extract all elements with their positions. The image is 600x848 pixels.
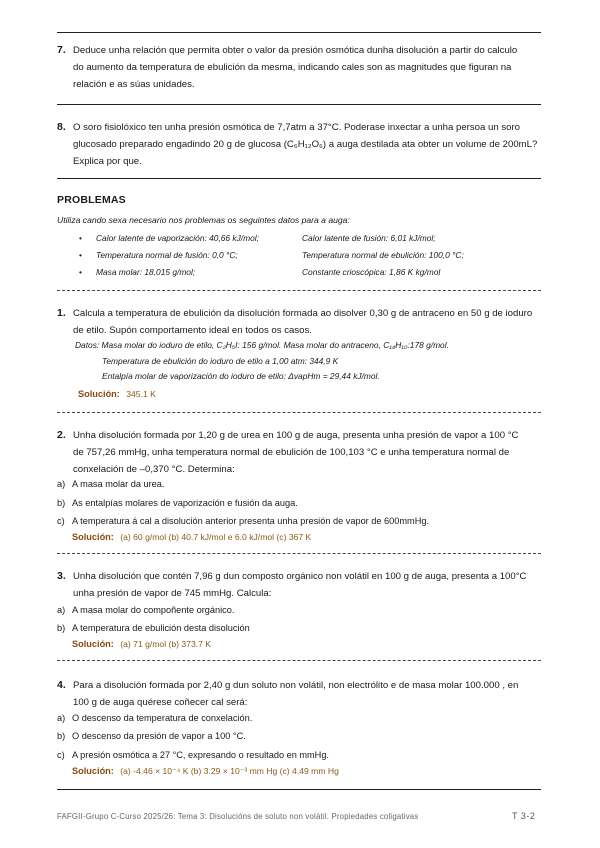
sub-question-label: a) — [57, 479, 66, 489]
water-data-row — [79, 233, 259, 243]
answer-line — [57, 178, 541, 179]
sub-question-label: a) — [57, 713, 66, 723]
separator-line — [57, 789, 541, 790]
sub-question — [57, 514, 543, 528]
solution-label: Solución: — [72, 639, 114, 649]
sub-question-text: A presión osmótica a 27 °C, expresando o resultado en mmHg. — [72, 750, 329, 760]
water-data-right: Constante crioscópica: 1,86 K kg/mol — [302, 267, 441, 277]
sub-question-label: c) — [57, 516, 65, 526]
sub-question — [57, 496, 543, 510]
problem-text-line: Calcula a temperatura de ebulición da disolución formada ao disolver 0,30 g de antraceno en 50 g de ioduro — [73, 308, 533, 319]
sub-question-text: O descenso da temperatura de conxelación. — [72, 713, 253, 723]
question-text-line: Explica por que. — [73, 156, 142, 167]
problem-number: 4. — [57, 679, 66, 691]
question-text-line: glucosado preparado engadindo 20 g de glucosa (C₆H₁₂O₆) a auga destilada ata obter un volume de 200mL? — [73, 139, 538, 150]
sub-question-text: A temperatura á cal a disolución anterior presenta unha presión de vapor de 600mmHg. — [72, 516, 429, 526]
bullet-icon: • — [79, 267, 82, 277]
problem-text-line: conxelación de –0,370 °C. Determina: — [73, 464, 235, 475]
separator-line — [57, 553, 541, 554]
question-text-line: do aumento da temperatura de ebulición da mesma, indicando cales son as magnitudes que figuran na — [73, 62, 512, 73]
sub-question — [57, 748, 543, 762]
problem-2 — [57, 427, 543, 478]
solution — [72, 766, 339, 777]
sub-question — [57, 729, 543, 743]
question-text-line: Deduce unha relación que permita obter o valor da presión osmótica dunha disolución a partir do calculo — [73, 45, 518, 56]
sub-question-text: A masa molar do compoñente orgánico. — [72, 605, 235, 615]
page-number: T 3-2 — [512, 811, 536, 821]
problem-text-line: 100 g de auga quérese coñecer cal será: — [73, 697, 248, 708]
sub-question-label: b) — [57, 498, 66, 508]
bullet-icon: • — [79, 250, 82, 260]
problem-number: 3. — [57, 570, 66, 582]
sub-question — [57, 603, 543, 617]
problem-text-line: Unha disolución formada por 1,20 g de urea en 100 g de auga, presenta unha presión de vapor a 100 °C — [73, 430, 519, 441]
problem-text-line: de 757,26 mmHg, unha temperatura normal de ebulición de 100,103 °C e unha temperatura normal de — [73, 447, 510, 458]
solution — [72, 532, 311, 542]
solution-value: (a) 60 g/mol (b) 40.7 kJ/mol e 6.0 kJ/mol (c) 367 K — [120, 532, 312, 542]
solution — [78, 389, 156, 399]
answer-line — [57, 32, 541, 33]
sub-question — [57, 621, 543, 635]
question-7 — [57, 42, 543, 93]
problem-data-line: Entalpía molar de vaporización do ioduro de etilo: ΔvapHm = 29,44 kJ/mol. — [102, 371, 380, 381]
problem-number: 2. — [57, 429, 66, 441]
water-data-left: Temperatura normal de fusión: 0,0 °C; — [96, 250, 238, 260]
problem-text-line: unha presión de vapor de 745 mmHg. Calcula: — [73, 588, 272, 599]
sub-question-text: As entalpías molares de vaporización e fusión da auga. — [72, 498, 298, 508]
water-data-left: Calor latente de vaporización: 40,66 kJ/mol; — [96, 233, 259, 243]
page-footer: FAFGII-Grupo C-Curso 2025/26: Tema 3: Disolucións de soluto non volátil. Propiedades coligativas — [57, 812, 419, 821]
problem-data-line: Datos: Masa molar do ioduro de etilo, C₂H₅I: 156 g/mol. Masa molar do antraceno, C₁₄H₁₀:178 g/mol. — [75, 340, 449, 350]
water-data-row — [79, 267, 196, 277]
sub-question-text: O descenso da presión de vapor a 100 °C. — [72, 731, 246, 741]
sub-question-text: A masa molar da urea. — [72, 479, 165, 489]
sub-question — [57, 477, 543, 491]
question-number: 8. — [57, 121, 66, 133]
problem-text-line: Unha disolución que contén 7,96 g dun composto orgánico non volátil en 100 g de auga, presenta a 100°C — [73, 571, 527, 582]
problem-text-line: Para a disolución formada por 2,40 g dun soluto non volátil, non electrólito e de masa molar 100.000 , en — [73, 680, 519, 691]
sub-question-label: b) — [57, 731, 66, 741]
answer-line — [57, 104, 541, 105]
water-data-row — [79, 250, 238, 260]
sub-question-label: b) — [57, 623, 66, 633]
question-text-line: relación e as súas unidades. — [73, 79, 195, 90]
bullet-icon: • — [79, 233, 82, 243]
sub-question-text: A temperatura de ebulición desta disolución — [72, 623, 250, 633]
sub-question-label: c) — [57, 750, 65, 760]
problem-4 — [57, 677, 543, 711]
solution-label: Solución: — [72, 532, 114, 542]
sub-question — [57, 711, 543, 725]
problem-data-line: Temperatura de ebulición do ioduro de etilo a 1,00 atm: 344,9 K — [102, 356, 339, 366]
section-intro: Utiliza cando sexa necesario nos problemas os seguintes datos para a auga: — [57, 215, 350, 225]
problem-text-line: de etilo. Supón comportamento ideal en todos os casos. — [73, 325, 312, 336]
problem-number: 1. — [57, 307, 66, 319]
water-data-right: Calor latente de fusión: 6,01 kJ/mol; — [302, 233, 436, 243]
solution-label: Solución: — [72, 766, 114, 776]
sub-question-label: a) — [57, 605, 66, 615]
problem-3 — [57, 568, 543, 602]
solution-value: (a) -4.46 × 10⁻⁴ K (b) 3.29 × 10⁻³ mm Hg (c) 4.49 mm Hg — [120, 766, 339, 776]
section-title: PROBLEMAS — [57, 194, 126, 206]
separator-line — [57, 290, 541, 291]
solution — [72, 639, 211, 649]
question-text-line: O soro fisiolóxico ten unha presión osmótica de 7,7atm a 37°C. Poderase inxectar a unha persoa un soro — [73, 122, 521, 133]
question-number: 7. — [57, 44, 66, 56]
water-data-right: Temperatura normal de ebulición: 100,0 °C; — [302, 250, 464, 260]
question-8 — [57, 119, 543, 170]
separator-line — [57, 660, 541, 661]
separator-line — [57, 412, 541, 413]
solution-value: (a) 71 g/mol (b) 373.7 K — [120, 639, 212, 649]
solution-value: 345.1 K — [126, 389, 156, 399]
water-data-left: Masa molar: 18,015 g/mol; — [96, 267, 196, 277]
problem-1 — [57, 305, 543, 339]
solution-label: Solución: — [78, 389, 120, 399]
